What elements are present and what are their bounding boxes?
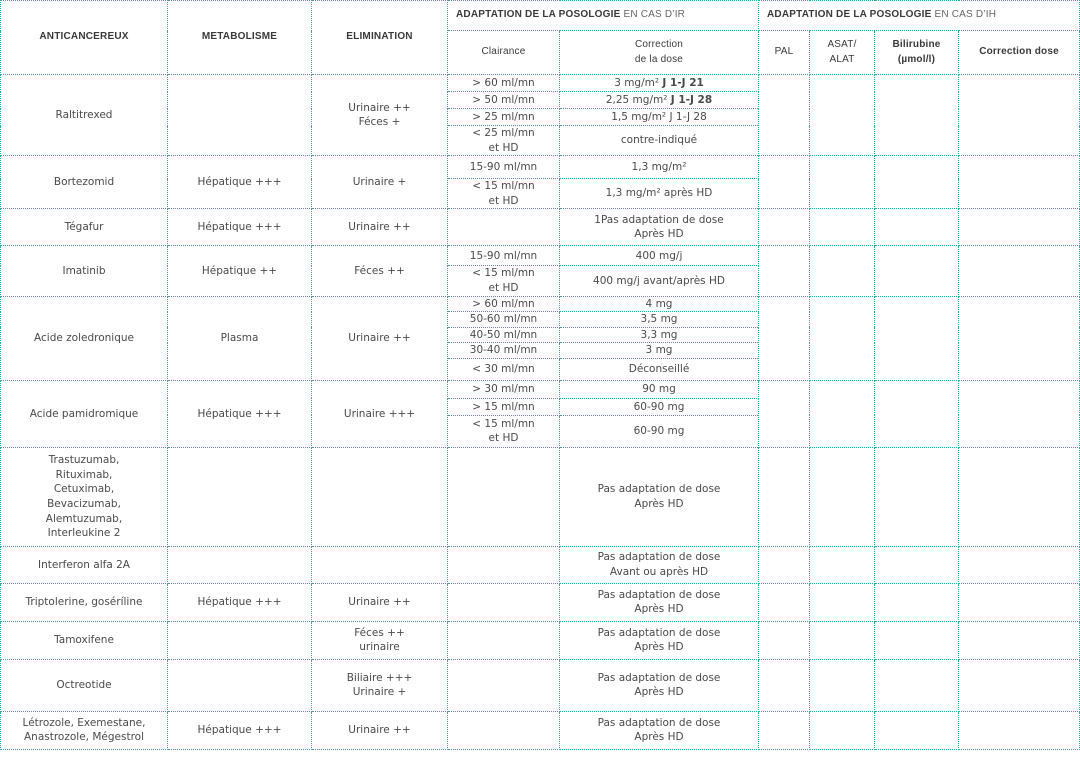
dose-text: 1,3 mg/m² (631, 160, 687, 173)
clairance-cell: 15-90 ml/mn (448, 156, 560, 179)
metabolisme-cell (168, 659, 312, 711)
table-row (1, 156, 1080, 179)
correction-ih-cell (959, 209, 1080, 246)
dose-text: 90 mg (642, 383, 676, 396)
table-row (1, 380, 1080, 398)
dose-text: Pas adaptation de dose Après HD (597, 588, 721, 616)
drug-name-cell: Tégafur (1, 209, 168, 246)
pal-cell (759, 621, 810, 659)
asat-alat-cell (810, 209, 875, 246)
table-row (1, 546, 1080, 583)
dose-correction-cell (560, 327, 759, 343)
clairance-cell: < 25 ml/mn et HD (448, 126, 560, 156)
header-anticancereux: ANTICANCEREUX (1, 1, 168, 75)
clairance-cell: > 60 ml/mn (448, 75, 560, 92)
pal-cell (759, 583, 810, 621)
dose-correction-cell (560, 583, 759, 621)
drug-name-cell: Imatinib (1, 246, 168, 296)
dose-correction-cell (560, 126, 759, 156)
header-ih-group (759, 1, 1080, 31)
dose-correction-cell (560, 209, 759, 246)
bilirubine-cell (875, 546, 959, 583)
correction-ih-cell (959, 546, 1080, 583)
drug-name-cell: Létrozole, Exemestane, Anastrozole, Mégestrol (1, 711, 168, 749)
header-correction-ih: Correction dose (959, 31, 1080, 75)
dose-text: 1Pas adaptation de dose Après HD (594, 213, 724, 241)
ir-group-bold: ADAPTATION DE LA POSOLOGIE (456, 9, 621, 21)
pal-cell (759, 296, 810, 380)
asat-alat-cell (810, 447, 875, 546)
header-correction-ir: Correction de la dose (560, 31, 759, 75)
elimination-cell: Urinaire ++ (312, 296, 448, 380)
drug-name-cell: Octreotide (1, 659, 168, 711)
pal-cell (759, 246, 810, 296)
dose-text: 400 mg/j (635, 249, 683, 262)
elimination-cell: Urinaire ++ (312, 583, 448, 621)
clairance-cell: < 30 ml/mn (448, 358, 560, 380)
dose-correction-cell (560, 398, 759, 415)
clairance-cell: > 30 ml/mn (448, 380, 560, 398)
ih-group-bold: ADAPTATION DE LA POSOLOGIE (767, 9, 932, 21)
ih-group-light: EN CAS D’IH (931, 9, 997, 21)
elimination-cell: Féces ++ urinaire (312, 621, 448, 659)
header-asat-alat: ASAT/ ALAT (810, 31, 875, 75)
table-row (1, 75, 1080, 92)
drug-name-cell: Acide pamidromique (1, 380, 168, 447)
bilirubine-cell (875, 659, 959, 711)
drug-name-cell: Acide zoledronique (1, 296, 168, 380)
dose-correction-cell (560, 343, 759, 359)
dose-text: Pas adaptation de dose Après HD (597, 483, 721, 510)
clairance-cell (448, 621, 560, 659)
dose-correction-cell (560, 266, 759, 296)
metabolisme-cell (168, 75, 312, 156)
dose-schedule-bold: J 1-J 28 (670, 93, 713, 106)
dose-text: 3,3 mg (640, 328, 678, 341)
table-row (1, 246, 1080, 266)
metabolisme-cell: Hépatique +++ (168, 380, 312, 447)
correction-ih-cell (959, 380, 1080, 447)
bilirubine-cell (875, 583, 959, 621)
correction-ih-cell (959, 583, 1080, 621)
clairance-cell (448, 711, 560, 749)
correction-ih-cell (959, 156, 1080, 209)
dose-correction-cell (560, 659, 759, 711)
elimination-cell: Urinaire ++ Féces + (312, 75, 448, 156)
correction-ih-cell (959, 447, 1080, 546)
clairance-cell: 30-40 ml/mn (448, 343, 560, 359)
bilirubine-cell (875, 711, 959, 749)
dose-correction-cell (560, 109, 759, 126)
header-pal: PAL (759, 31, 810, 75)
asat-alat-cell (810, 75, 875, 156)
dose-correction-cell (560, 358, 759, 380)
clairance-cell (448, 659, 560, 711)
table-row (1, 711, 1080, 749)
asat-alat-cell (810, 659, 875, 711)
elimination-cell (312, 447, 448, 546)
header-bilirubine: Bilirubine (µmol/l) (875, 31, 959, 75)
header-ir-group (448, 1, 759, 31)
elimination-cell: Urinaire ++ (312, 711, 448, 749)
elimination-cell: Urinaire + (312, 156, 448, 209)
drug-name-cell: Tamoxifene (1, 621, 168, 659)
pal-cell (759, 711, 810, 749)
bilirubine-cell (875, 447, 959, 546)
dose-correction-cell (560, 546, 759, 583)
elimination-cell: Biliaire +++ Urinaire + (312, 659, 448, 711)
pal-cell (759, 209, 810, 246)
metabolisme-cell: Hépatique +++ (168, 156, 312, 209)
bilirubine-cell (875, 621, 959, 659)
drug-name-cell: Triptolerine, goséríline (1, 583, 168, 621)
pal-cell (759, 75, 810, 156)
metabolisme-cell: Plasma (168, 296, 312, 380)
asat-alat-cell (810, 583, 875, 621)
dose-text: 400 mg/j avant/après HD (593, 274, 725, 287)
drug-name-cell: Bortezomid (1, 156, 168, 209)
asat-alat-cell (810, 546, 875, 583)
dose-text: 3 mg/m² (614, 76, 663, 89)
metabolisme-cell: Hépatique +++ (168, 711, 312, 749)
pal-cell (759, 546, 810, 583)
clairance-cell: > 50 ml/mn (448, 92, 560, 109)
dose-text: 1,3 mg/m² après HD (605, 187, 713, 200)
table-row (1, 209, 1080, 246)
dose-text: Pas adaptation de dose Après HD (597, 671, 721, 699)
clairance-cell (448, 546, 560, 583)
table-row (1, 447, 1080, 546)
asat-alat-cell (810, 246, 875, 296)
dose-correction-cell (560, 156, 759, 179)
bilirubine-cell (875, 246, 959, 296)
table-row (1, 659, 1080, 711)
clairance-cell: > 60 ml/mn (448, 296, 560, 312)
asat-alat-cell (810, 156, 875, 209)
dose-correction-cell (560, 621, 759, 659)
dose-text: 60-90 mg (633, 425, 685, 438)
dose-text: 3 mg (645, 344, 673, 357)
metabolisme-cell (168, 621, 312, 659)
header-clairance: Clairance (448, 31, 560, 75)
ir-group-light: EN CAS D’IR (620, 9, 686, 21)
drug-name-cell: Interferon alfa 2A (1, 546, 168, 583)
pal-cell (759, 447, 810, 546)
dose-text: 4 mg (645, 297, 673, 310)
table-row (1, 621, 1080, 659)
dose-correction-cell (560, 296, 759, 312)
dose-correction-cell (560, 92, 759, 109)
metabolisme-cell: Hépatique ++ (168, 246, 312, 296)
correction-ih-cell (959, 75, 1080, 156)
dose-correction-cell (560, 246, 759, 266)
asat-alat-cell (810, 296, 875, 380)
table-row (1, 583, 1080, 621)
dose-correction-cell (560, 711, 759, 749)
dose-text: Pas adaptation de dose Avant ou après HD (597, 551, 721, 578)
clairance-cell (448, 447, 560, 546)
metabolisme-cell: Hépatique +++ (168, 583, 312, 621)
metabolisme-cell (168, 546, 312, 583)
metabolisme-cell (168, 447, 312, 546)
dose-correction-cell (560, 179, 759, 209)
clairance-cell: 40-50 ml/mn (448, 327, 560, 343)
drug-name-cell: Trastuzumab, Rituximab, Cetuximab, Bevacizumab, Alemtuzumab, Interleukine 2 (1, 447, 168, 546)
bilirubine-cell (875, 296, 959, 380)
elimination-cell: Urinaire ++ (312, 209, 448, 246)
clairance-cell (448, 209, 560, 246)
asat-alat-cell (810, 711, 875, 749)
dose-text: Pas adaptation de dose Après HD (597, 626, 721, 654)
correction-ih-cell (959, 296, 1080, 380)
clairance-cell: < 15 ml/mn et HD (448, 179, 560, 209)
dose-text: 60-90 mg (633, 400, 685, 413)
clairance-cell: < 15 ml/mn et HD (448, 415, 560, 447)
bilirubine-cell (875, 209, 959, 246)
elimination-cell (312, 546, 448, 583)
clairance-cell: > 25 ml/mn (448, 109, 560, 126)
bilirubine-cell (875, 380, 959, 447)
dose-text: Déconseillé (628, 363, 690, 376)
bilirubine-cell (875, 156, 959, 209)
correction-ih-cell (959, 711, 1080, 749)
asat-alat-cell (810, 380, 875, 447)
bilirubine-cell (875, 75, 959, 156)
elimination-cell: Urinaire +++ (312, 380, 448, 447)
asat-alat-cell (810, 621, 875, 659)
dose-text: contre-indiqué (620, 134, 698, 147)
clairance-cell: < 15 ml/mn et HD (448, 266, 560, 296)
dose-text: 3,5 mg (640, 313, 678, 326)
dose-correction-cell (560, 75, 759, 92)
pal-cell (759, 156, 810, 209)
pal-cell (759, 380, 810, 447)
clairance-cell: 15-90 ml/mn (448, 246, 560, 266)
dose-correction-cell (560, 380, 759, 398)
correction-ih-cell (959, 621, 1080, 659)
dose-correction-cell (560, 312, 759, 328)
pal-cell (759, 659, 810, 711)
dose-text: Pas adaptation de dose Après HD (597, 716, 721, 744)
correction-ih-cell (959, 659, 1080, 711)
metabolisme-cell: Hépatique +++ (168, 209, 312, 246)
dose-correction-cell (560, 415, 759, 447)
dose-text: 2,25 mg/m² (605, 93, 671, 106)
clairance-cell: > 15 ml/mn (448, 398, 560, 415)
dose-correction-cell (560, 447, 759, 546)
dose-text: 1,5 mg/m² J 1-J 28 (611, 110, 707, 123)
table-row (1, 296, 1080, 312)
dose-schedule-bold: J 1-J 21 (662, 76, 704, 89)
elimination-cell: Féces ++ (312, 246, 448, 296)
header-elimination: ELIMINATION (312, 1, 448, 75)
clairance-cell: 50-60 ml/mn (448, 312, 560, 328)
correction-ih-cell (959, 246, 1080, 296)
drug-name-cell: Raltitrexed (1, 75, 168, 156)
clairance-cell (448, 583, 560, 621)
header-metabolisme: METABOLISME (168, 1, 312, 75)
